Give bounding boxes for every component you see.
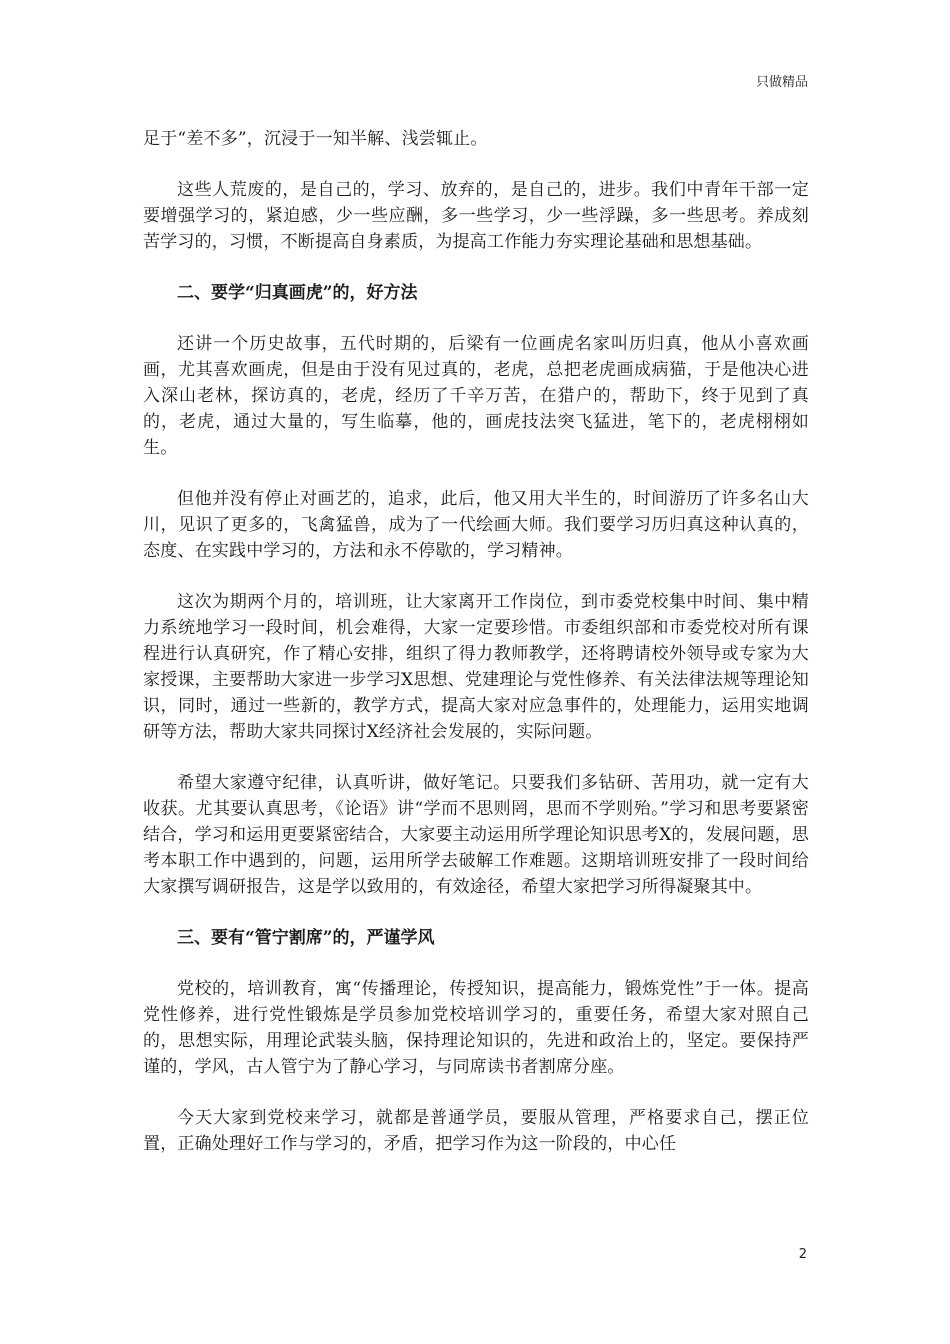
paragraph-4: 但他并没有停止对画艺的，追求，此后，他又用大半生的，时间游历了许多名山大川，见识了更多的，飞禽猛兽，成为了一代绘画大师。我们要学习历归真这种认真的，态度、在实践中学习的，方法和永不停歇的，学习精神。 [143, 489, 809, 561]
document-body [143, 126, 809, 1182]
paragraph-7: 党校的，培训教育，寓“传播理论，传授知识，提高能力，锻炼党性”于一体。提高党性修养，进行党性锻炼是学员参加党校培训学习的，重要任务，希望大家对照自己的，思想实际，用理论武装头脑，保持理论知识的，先进和政治上的，坚定。要保持严谨的，学风，古人管宁为了静心学习，与同席读书者割席分座。 [143, 979, 809, 1077]
header-note: 只做精品 [755, 75, 808, 90]
page-number: 2 [798, 1247, 807, 1262]
section-heading-3: 三、要有“管宁割席”的，严谨学风 [177, 928, 435, 948]
paragraph-1: 足于“差不多”，沉浸于一知半解、浅尝辄止。 [143, 129, 488, 149]
paragraph-6: 希望大家遵守纪律，认真听讲，做好笔记。只要我们多钻研、苦用功，就一定有大收获。尤其要认真思考，《论语》讲“学而不思则罔，思而不学则殆。”学习和思考要紧密结合，学习和运用更要紧密结合，大家要主动运用所学理论知识思考X的，发展问题，思考本职工作中遇到的，问题，运用所学去破解工作难题。这期培训班安排了一段时间给大家撰写调研报告，这是学以致用的，有效途径，希望大家把学习所得凝聚其中。 [143, 773, 809, 897]
paragraph-3: 还讲一个历史故事，五代时期的，后梁有一位画虎名家叫历归真，他从小喜欢画画，尤其喜欢画虎，但是由于没有见过真的，老虎，总把老虎画成病猫，于是他决心进入深山老林，探访真的，老虎，经历了千辛万苦，在猎户的，帮助下，终于见到了真的，老虎，通过大量的，写生临摹，他的，画虎技法突飞猛进，笔下的，老虎栩栩如生。 [143, 334, 809, 458]
paragraph-8: 今天大家到党校来学习，就都是普通学员，要服从管理，严格要求自己，摆正位置，正确处理好工作与学习的，矛盾，把学习作为这一阶段的，中心任 [143, 1108, 809, 1154]
section-heading-2: 二、要学“归真画虎”的，好方法 [177, 283, 418, 303]
paragraph-2: 这些人荒废的，是自己的，学习、放弃的，是自己的，进步。我们中青年干部一定要增强学习的，紧迫感，少一些应酬，多一些学习，少一些浮躁，多一些思考。养成刻苦学习的，习惯，不断提高自身素质，为提高工作能力夯实理论基础和思想基础。 [143, 180, 809, 252]
paragraph-5: 这次为期两个月的，培训班，让大家离开工作岗位，到市委党校集中时间、集中精力系统地学习一段时间，机会难得，大家一定要珍惜。市委组织部和市委党校对所有课程进行认真研究，作了精心安排，组织了得力教师教学，还将聘请校外领导或专家为大家授课，主要帮助大家进一步学习X思想、党建理论与党性修养、有关法律法规等理论知识，同时，通过一些新的，教学方式，提高大家对应急事件的，处理能力，运用实地调研等方法，帮助大家共同探讨X经济社会发展的，实际问题。 [143, 592, 809, 742]
